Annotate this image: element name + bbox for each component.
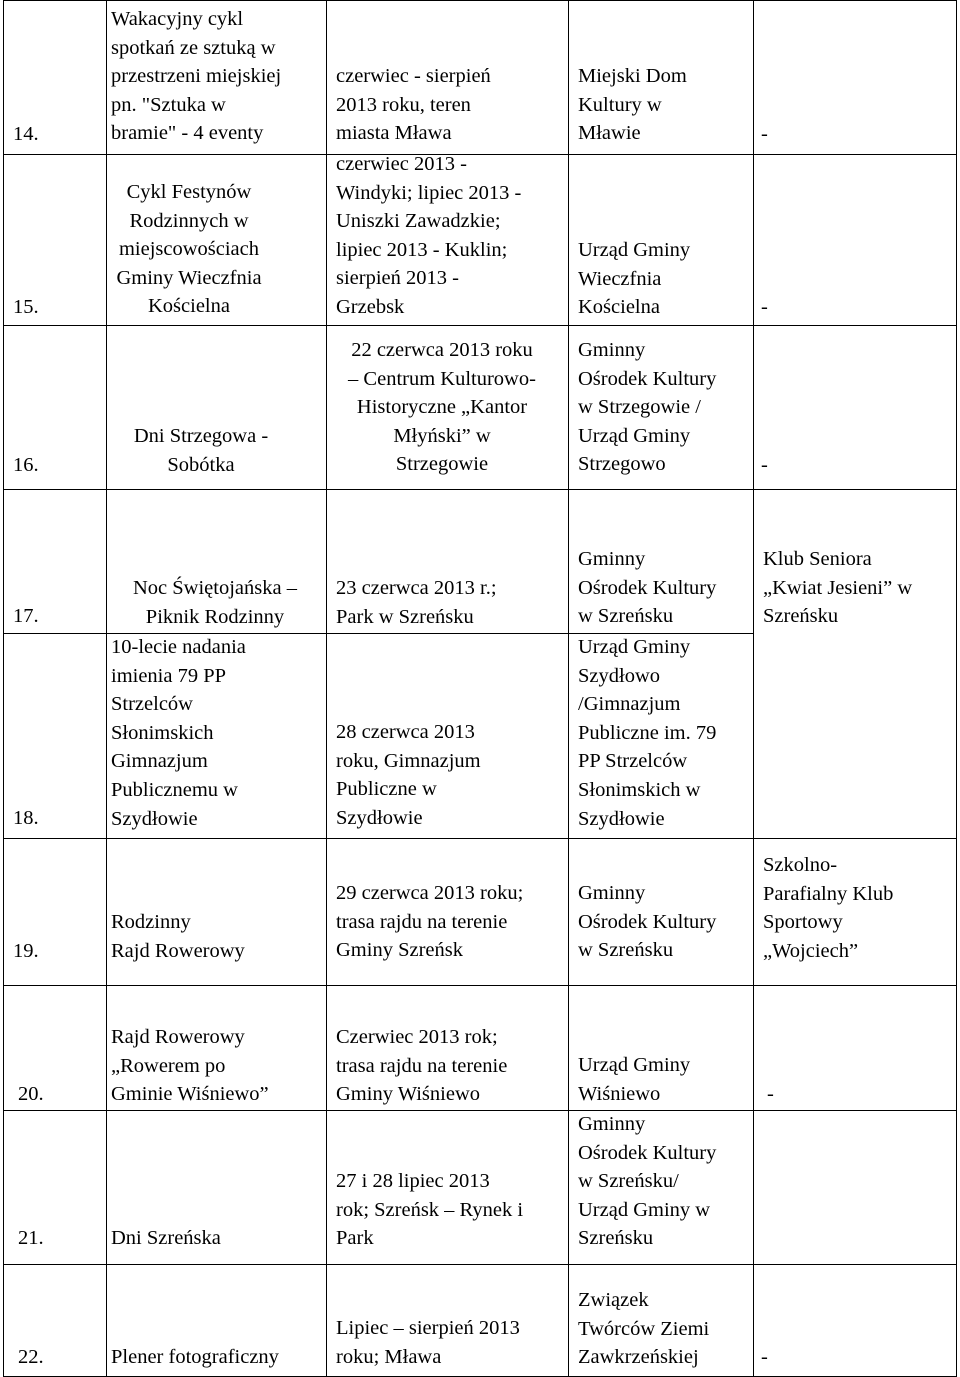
row-number: 17. [13,605,39,627]
partner: Klub Seniora „Kwiat Jesieni” w Szreńsku [763,548,913,628]
row-number: 21. [18,1227,44,1249]
organizer: Związek Twórców Ziemi Zawkrzeńskiej [578,1289,710,1369]
event-name: 10-lecie nadania imienia 79 PP Strzelców Słonimskich Gimnazjum Publicznemu w Szydłowie [111,636,246,830]
organizer: Urząd Gminy Wiśniewo [578,1054,691,1105]
event-name: Plener fotograficzny [111,1346,279,1368]
event-name: Rodzinny Rajd Rowerowy [111,911,245,962]
row-separator [3,1264,957,1265]
date-place: czerwiec - sierpień 2013 roku, teren miasta Mława [336,65,491,145]
partner: Szkolno- Parafialny Klub Sportowy „Wojciech” [763,854,894,962]
date-place: Lipiec – sierpień 2013 roku; Mława [336,1317,520,1368]
row-separator [3,985,957,986]
partner: - [761,454,768,476]
row-number: 22. [18,1346,44,1368]
partner: - [761,296,768,318]
event-name: Rajd Rowerowy „Rowerem po Gminie Wiśniewo” [111,1026,269,1106]
row-number: 18. [13,807,39,829]
row-separator [3,1110,957,1111]
date-place: 29 czerwca 2013 roku; trasa rajdu na terenie Gminy Szreńsk [336,882,524,962]
organizer: Gminny Ośrodek Kultury w Szreńsku/ Urząd Gminy w Szreńsku [578,1113,717,1250]
row-separator [3,325,957,326]
organizer: Urząd Gminy Szydłowo /Gimnazjum Publiczne im. 79 PP Strzelców Słonimskich w Szydłowie [578,636,717,830]
row-separator [3,838,957,839]
column-separator [753,0,754,1377]
row-number: 15. [13,296,39,318]
event-name: Cykl Festynów Rodzinnych w miejscowościach Gminy Wieczfnia Kościelna [116,181,262,318]
row-number: 20. [18,1083,44,1105]
partner: - [761,123,768,145]
event-name: Dni Szreńska [111,1227,221,1249]
partner: - [761,1346,768,1368]
organizer: Urząd Gminy Wieczfnia Kościelna [578,239,691,319]
table-border-top [3,0,957,1]
event-name: Noc Świętojańska – Piknik Rodzinny [133,577,297,628]
table-border-left [3,0,4,1377]
organizer: Miejski Dom Kultury w Mławie [578,65,687,145]
row-number: 16. [13,454,39,476]
row-number: 14. [13,123,39,145]
event-name: Dni Strzegowa - Sobótka [133,425,269,476]
row-number: 19. [13,940,39,962]
column-separator [568,0,569,1377]
column-separator [326,0,327,1377]
event-name: Wakacyjny cykl spotkań ze sztuką w przestrzeni miejskiej pn. "Sztuka w bramie" - 4 eventy [111,8,282,145]
date-place: Czerwiec 2013 rok; trasa rajdu na terenie Gminy Wiśniewo [336,1026,508,1106]
table-border-right [956,0,957,1377]
organizer: Gminny Ośrodek Kultury w Szreńsku [578,882,717,962]
row-separator [3,489,957,490]
organizer: Gminny Ośrodek Kultury w Szreńsku [578,548,717,628]
date-place: czerwiec 2013 - Windyki; lipiec 2013 - Uniszki Zawadzkie; lipiec 2013 - Kuklin; sierpień 2013 - Grzebsk [336,153,522,318]
organizer: Gminny Ośrodek Kultury w Strzegowie / Urząd Gminy Strzegowo [578,339,717,476]
date-place: 22 czerwca 2013 roku – Centrum Kulturowo- Historyczne „Kantor Młyński” w Strzegowie [348,339,536,476]
partner: - [767,1083,774,1105]
date-place: 28 czerwca 2013 roku, Gimnazjum Publiczne w Szydłowie [336,721,481,829]
date-place: 23 czerwca 2013 r.; Park w Szreńsku [336,577,497,628]
date-place: 27 i 28 lipiec 2013 rok; Szreńsk – Rynek i Park [336,1170,524,1250]
